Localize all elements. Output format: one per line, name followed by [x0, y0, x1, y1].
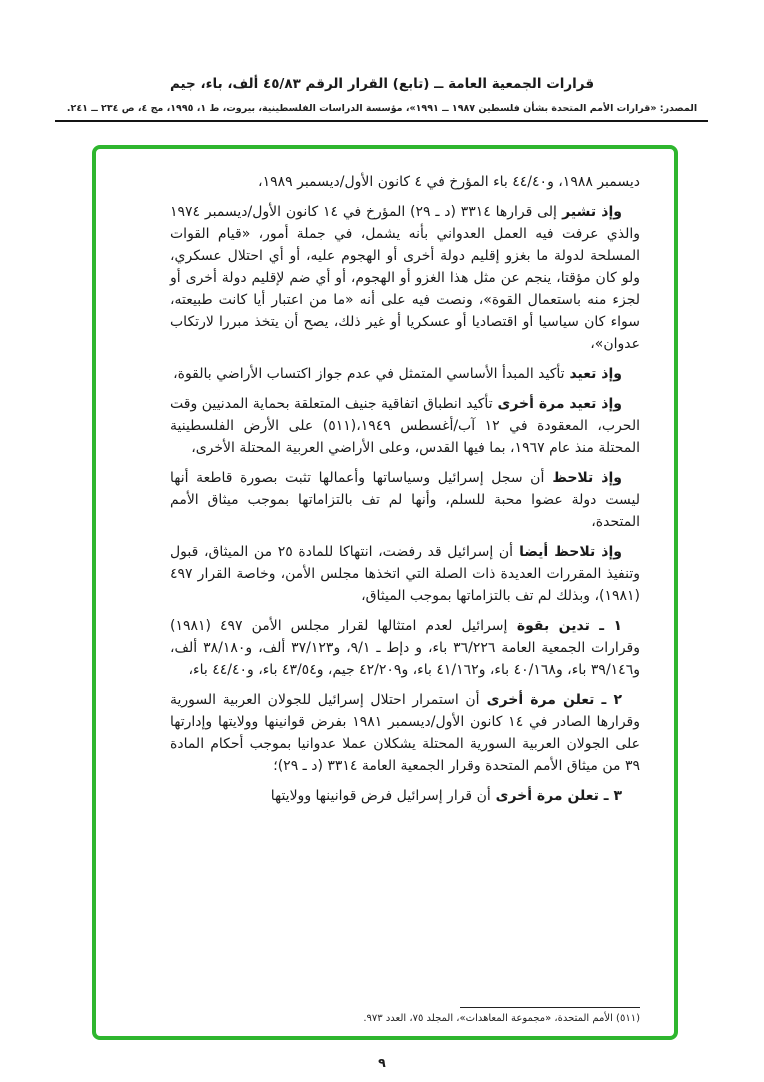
body-paragraph [170, 785, 640, 807]
paragraph-lead: وإذ تشير [556, 204, 622, 220]
paragraph-text: ديسمبر ١٩٨٨، و٤٤/٤٠ باء المؤرخ في ٤ كانون الأول/ديسمبر ١٩٨٩، [258, 174, 640, 190]
paragraph-text: أن قرار إسرائيل فرض قوانينها وولايتها [270, 788, 491, 804]
source-line: المصدر: «قرارات الأمم المتحدة بشأن فلسطين ١٩٨٧ ــ ١٩٩١»، مؤسسة الدراسات الفلسطينية، بيروت، ط ١، ١٩٩٥، مج ٤، ص ٢٣٤ ــ ٢٤١. [66, 103, 698, 114]
page-title: قرارات الجمعية العامة ــ (تابع) القرار الرقم ٤٥/٨٣ ألف، باء، جيم [169, 76, 595, 92]
body-paragraph [170, 171, 640, 193]
header-divider [55, 120, 708, 122]
footnote: (٥١١) الأمم المتحدة، «مجموعة المعاهدات»، المجلد ٧٥، العدد ٩٧٣. [363, 1013, 640, 1024]
footnote-area [96, 1007, 674, 1036]
paragraph-lead: ١ ـ تدين بقوة [507, 618, 623, 634]
paragraph-lead: ٢ ـ تعلن مرة أخرى [479, 692, 622, 708]
paragraph-text: تأكيد انطباق اتفاقية جنيف المتعلقة بحماية المدنيين وقت الحرب، المعقودة في ١٢ آب/أغسطس ١٩٤٩،(٥١١) على الأرض الفلسطينية المحتلة منذ عام ١٩٦٧، بما فيها القدس، وعلى الأراضي العربية المحتلة الأخرى، [170, 396, 641, 456]
body-paragraph [170, 615, 640, 681]
page-number: ٩ [378, 1055, 386, 1070]
body-paragraph [170, 541, 640, 607]
paragraph-text: تأكيد المبدأ الأساسي المتمثل في عدم جواز اكتساب الأراضي بالقوة، [173, 366, 565, 382]
resolution-body [96, 149, 674, 1007]
paragraph-lead: وإذ تعيد مرة أخرى [492, 396, 622, 412]
content-frame [92, 145, 678, 1040]
footnote-divider [460, 1007, 640, 1008]
paragraph-text: أن استمرار احتلال إسرائيل للجولان العربية السورية وقرارها الصادر في ١٤ كانون الأول/ديسمبر ١٩٨١ بفرض قوانينها وولايتها وإدارتها على الجولان العربية السورية المحتلة يشكلان عملا عدوانيا بموجب أحكام المادة ٣٩ من ميثاق الأمم المتحدة وقرار الجمعية العامة ٣٣١٤ (د ـ ٢٩)؛ [170, 692, 640, 774]
body-paragraph [170, 201, 640, 355]
body-paragraph [170, 363, 640, 385]
body-paragraph [170, 393, 640, 459]
paragraph-lead: ٣ ـ تعلن مرة أخرى [490, 788, 622, 804]
body-paragraph [170, 689, 640, 777]
paragraph-lead: وإذ تعيد [564, 366, 622, 382]
paragraph-text: أن سجل إسرائيل وسياساتها وأعمالها تثبت بصورة قاطعة أنها ليست دولة عضوا محبة للسلم، وأنها لم تف بالتزاماتها بموجب ميثاق الأمم المتحدة، [170, 470, 640, 530]
paragraph-lead: وإذ تلاحظ [544, 470, 622, 486]
paragraph-text: أن إسرائيل قد رفضت، انتهاكا للمادة ٢٥ من الميثاق، قبول وتنفيذ المقررات العديدة ذات الصلة التي اتخذها مجلس الأمن، وخاصة القرار ٤٩٧ (١٩٨١)، وبذلك لم تف بالتزاماتها بموجب الميثاق، [170, 544, 640, 604]
paragraph-lead: وإذ تلاحظ أيضا [513, 544, 622, 560]
paragraph-text: إلى قرارها ٣٣١٤ (د ـ ٢٩) المؤرخ في ١٤ كانون الأول/ديسمبر ١٩٧٤ والذي عرفت فيه العمل العدواني بأنه يشمل، في جملة أمور، «قيام القوات المسلحة لدولة ما بغزو إقليم دولة أخرى أو الهجوم عليه، أو أي احتلال عسكري، ولو كان مؤقتا، ينجم عن مثل هذا الغزو أو الهجوم، أو أي ضم لإقليم دولة أخرى أو لجزء منه باستعمال القوة»، ونصت فيه على أنه «ما من اعتبار أيا كانت طبيعته، سواء كان سياسيا أو اقتصاديا أو عسكريا أو غير ذلك، يصح أن يتخذ مبررا لارتكاب عدوان»، [170, 204, 640, 352]
body-paragraph [170, 467, 640, 533]
paragraph-text: إسرائيل لعدم امتثالها لقرار مجلس الأمن ٤٩٧ (١٩٨١) وقرارات الجمعية العامة ٣٦/٢٢٦ باء، و دإط ـ ٩/١، و٣٧/١٢٣ ألف، و٣٨/١٨٠ ألف، و٣٩/١٤٦ باء، و٤٠/١٦٨ باء، و٤١/١٦٢ باء، و٤٢/٢٠٩ جيم، و٤٣/٥٤ باء، و٤٤/٤٠ باء، [170, 618, 641, 678]
